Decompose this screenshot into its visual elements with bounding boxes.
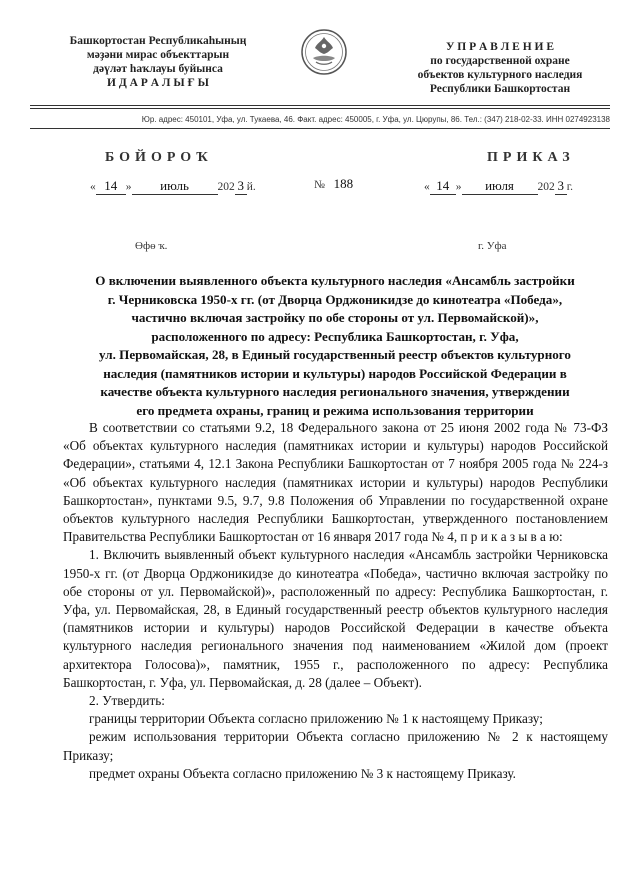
header-right-line: по государственной охране — [430, 55, 570, 67]
title-bashkir: БОЙОРОҠ — [105, 150, 213, 165]
order-body — [63, 419, 608, 783]
date-year-prefix: 202 — [217, 181, 235, 193]
order-heading — [75, 272, 595, 420]
quote-close: » — [125, 181, 132, 193]
place-russian: г. Уфа — [478, 240, 507, 252]
heading-line: качестве объекта культурного наследия регионального значения, утверждении — [100, 384, 570, 399]
title-russian: ПРИКАЗ — [487, 150, 575, 165]
date-suffix: й. — [246, 181, 256, 193]
date-month: июль — [132, 178, 218, 195]
heading-line: О включении выявленного объекта культурного наследия «Ансамбль застройки — [95, 273, 575, 288]
address-divider — [30, 128, 610, 129]
heading-line: г. Черниковска 1950-х гг. (от Дворца Орджоникидзе до кинотеатра «Победа», — [107, 291, 563, 307]
item-2-paragraph: 2. Утвердить: — [89, 693, 165, 709]
heading-line: наследия (памятников истории и культуры) народов Российской Федерации в — [103, 365, 567, 381]
header-left-block — [38, 34, 278, 90]
sub-item-paragraph: режим использования территории Объекта согласно приложению № 2 к настоящему Приказу; — [63, 729, 608, 763]
number-value: 188 — [333, 176, 354, 191]
number-sign: № — [314, 179, 325, 191]
date-left — [90, 178, 256, 195]
coat-of-arms-icon — [300, 28, 348, 76]
header-right-block — [385, 40, 615, 96]
heading-line: расположенного по адресу: Республика Башкортостан, г. Уфа, — [151, 328, 519, 344]
date-right — [424, 178, 573, 195]
header-left-line: И Д А Р А Л Ы Ғ Ы — [107, 77, 209, 89]
preamble-paragraph: В соответствии со статьями 9.2, 18 Федерального закона от 25 июня 2002 года № 73-ФЗ «Об объектах культурного наследия (памятниках истории и культуры) народов Российской Федерации», статьями 4, 12.1 Закона Республики Башкортостан от 7 ноября 2005 года № 224-з «Об объектах культурного наследия (памятниках истории и культуры) народов Республики Башкортостан», пунктами 9.5, 9.7, 9.8 Положения об Управлении по государственной охране объектов культурного наследия Республики Башкортостан, утвержденного постановлением Правительства Республики Башкортостан от 16 января 2017 года № 4, п р и к а з ы в а ю: — [63, 420, 608, 545]
header-right-line: Республики Башкортостан — [429, 83, 571, 95]
header-divider — [30, 108, 610, 109]
item-1-paragraph: 1. Включить выявленный объект культурного наследия «Ансамбль застройки Черниковска 1950-х гг. (от Дворца Орджоникидзе до кинотеатра «Победа», частично включая застройку по обе стороны от ул. Первомайской)», расположенный по адресу: Республика Башкортостан, г. Уфа, ул. Первомайская, 28, в Единый государственный реестр объектов культурного наследия (памятников истории и культуры) народов Российской Федерации в качестве объекта культурного наследия регионального значения под наименованием «Жилой дом (проект архитектора Голосова)», памятник, 1955 г., расположенного по адресу: Республика Башкортостан, г. Уфа, ул. Первомайская, д. 28 (далее – Объект). — [63, 547, 608, 690]
header-left-line: мәҙәни мирас объекттарын — [86, 49, 230, 61]
header-left-line: дәүләт һаҡлауы буйынса — [93, 63, 223, 75]
sub-item-paragraph: предмет охраны Объекта согласно приложению № 3 к настоящему Приказу. — [89, 765, 516, 781]
header-right-line: У П Р А В Л Е Н И Е — [445, 41, 555, 53]
sub-item-paragraph: границы территории Объекта согласно приложению № 1 к настоящему Приказу; — [89, 711, 543, 727]
order-number — [314, 176, 353, 192]
quote-open: « — [90, 181, 96, 193]
quote-open: « — [424, 181, 430, 193]
header-divider — [30, 105, 610, 106]
date-suffix: г. — [566, 181, 574, 193]
heading-line: ул. Первомайская, 28, в Единый государственный реестр объектов культурного — [99, 347, 571, 362]
quote-close: » — [455, 181, 462, 193]
org-address: Юр. адрес: 450101, Уфа, ул. Тукаева, 46. Факт. адрес: 450005, г. Уфа, ул. Цюрупы, 86. Тел.: (347) 218-02-33. ИНН 0274923138 — [141, 115, 610, 124]
date-year-digit: 3 — [555, 178, 567, 195]
header-right-line: объектов культурного наследия — [417, 69, 583, 81]
place-bashkir: Өфө ҡ. — [135, 240, 168, 252]
date-year-digit: 3 — [235, 178, 247, 195]
date-day: 14 — [430, 178, 456, 195]
header-left-line: Башкортостан Республикаһының — [69, 35, 247, 47]
heading-line: частично включая застройку по обе стороны от ул. Первомайской)», — [131, 310, 539, 325]
date-year-prefix: 202 — [537, 181, 555, 193]
heading-line: его предмета охраны, границ и режима использования территории — [136, 402, 534, 418]
date-month: июля — [462, 178, 538, 195]
date-day: 14 — [96, 178, 126, 195]
